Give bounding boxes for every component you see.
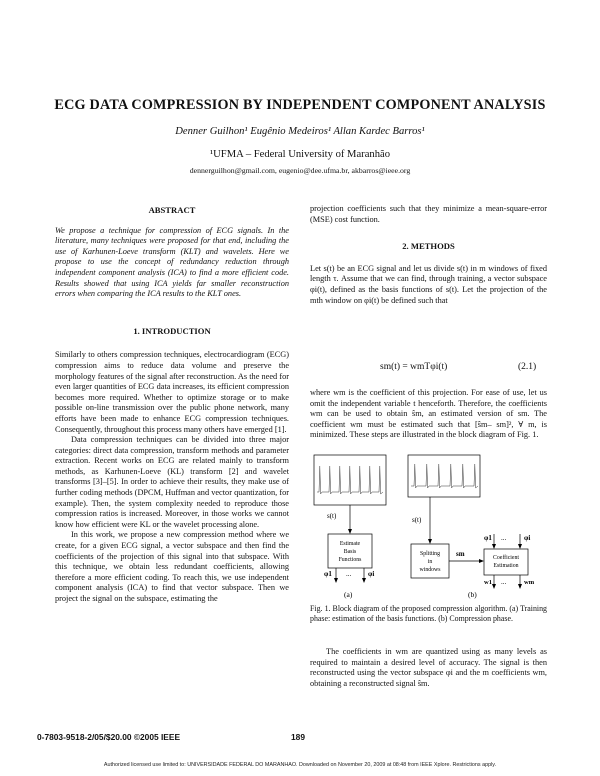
dots-b-top: ...: [501, 534, 507, 542]
dots-b-bottom: ...: [501, 578, 507, 586]
wm-label: wm: [524, 579, 535, 586]
equation-number: (2.1): [518, 362, 537, 372]
abstract-heading: ABSTRACT: [148, 205, 196, 215]
label-b: (b): [468, 590, 477, 599]
signal-label-b: s(t): [412, 516, 422, 524]
label-a: (a): [344, 590, 353, 599]
methods-paragraph-3: The coefficients in wm are quantized using as many levels as required to maintain a desired level of accuracy. The signal is then reconstructed using the vector subspace φi and the m coefficients wm, obtaining a reconstructed signal ŝm.: [310, 647, 547, 688]
phi-i-label-b: φi: [524, 534, 531, 542]
left-column: [55, 205, 289, 605]
right-column-mid: [310, 388, 547, 441]
intro-paragraph-3: In this work, we propose a new compression method where we create, for a given ECG signal, a vector subspace and then find the coefficients of the projection of this signal into that subspace. With this technique, we obtain less redundant coefficients, allowing therefore a more efficient coding. To reach this, we use independent component analysis (ICA) to find that vector subspace. Then we project the signal on the subspace, estimating the: [55, 530, 289, 603]
coefficient-box: [484, 549, 528, 575]
split-line-2: in: [427, 559, 433, 565]
coef-line-2: Estimation: [493, 563, 519, 569]
authors: Denner Guilhon¹ Eugênio Medeiros¹ Allan Kardec Barros¹: [175, 126, 425, 137]
signal-label-a: s(t): [327, 512, 337, 520]
abstract-text: We propose a technique for compression of ECG signals. In the literature, many techniques were proposed for that end, including the use of Karhunen-Loeve transform (KLT) and wavelets. Here we propose to use the concept of redundancy reduction through independent component analysis (ICA) to find a more efficient code. Results showed that using ICA yields far smaller reconstruction errors when comparing the ICA results to the KLT ones.: [55, 225, 289, 299]
methods-heading: 2. METHODS: [402, 241, 455, 252]
intro-heading: 1. INTRODUCTION: [133, 325, 211, 336]
sm-label: sm: [456, 550, 465, 558]
intro-paragraph-2: Data compression techniques can be divided into three major categories: direct data compression, transform methods and parameter extraction. Recent works on ECG are related mainly to transform methods, as Karhunen-Loeve (KL) transform [2] and wavelet transforms [3]–[5]. In order to achieve their results, they make use of further coding methods (DPCM, Huffman and vector quantization, for example). Then, the system complexity needed to reproduce those compression ratios is increased. Moreover, in those works we cannot know how efficient were KL or the wavelet processing alone.: [55, 435, 289, 529]
phi-1-label-b: φ1: [484, 534, 492, 542]
author-emails: dennerguilhon@gmail.com, eugenio@dee.ufma.br, akbarros@ieee.org: [189, 166, 411, 175]
estimate-line-2: Basis: [343, 549, 357, 555]
ecg-window-b: [408, 455, 480, 497]
split-line-1: Splitting: [420, 551, 440, 557]
dots-a: ...: [346, 570, 352, 578]
paper-title: ECG DATA COMPRESSION BY INDEPENDENT COMPONENT ANALYSIS: [54, 97, 546, 113]
phi-i-label-a: φi: [368, 570, 375, 578]
right-paragraph-0: projection coefficients such that they minimize a mean-square-error (MSE) cost function.: [310, 204, 547, 224]
isbn-footer: 0-7803-9518-2/05/$20.00 ©2005 IEEE: [37, 732, 181, 742]
phi-1-label-a: φ1: [324, 570, 332, 578]
intro-paragraph-1: Similarly to others compression techniques, electrocardiogram (ECG) compression aims to reduce data volume and preserve the morphology features of the signal after reconstruction. As the need for even larger quantities of ECG data increases, its efficient compression becomes more required. Whether to optimize storage or to make possible on-line transmission over the public phone network, many efforts have been made to enhance ECG compression techniques. Consequently, throughout this process many others have emerged [1].: [55, 350, 289, 434]
split-line-3: windows: [419, 567, 441, 573]
page-number: 189: [291, 732, 305, 742]
estimate-line-3: Functions: [338, 557, 362, 563]
license-notice: Authorized licensed use limited to: UNIVERSIDADE FEDERAL DO MARANHAO. Downloaded on November 20, 2009 at 08:48 from IEEE Xplore. Restrictions apply.: [103, 762, 497, 768]
methods-paragraph-1: Let s(t) be an ECG signal and let us divide s(t) in m windows of fixed length τ. Assume that we can find, through training, a vector subspace φi(t), defined as the basis functions of s(t). Let the projection of the mth window on φi(t) be defined such that: [310, 263, 547, 305]
w1-label: w1: [484, 579, 492, 586]
estimate-line-1: Estimate: [339, 541, 361, 547]
coef-line-1: Coefficient: [493, 555, 519, 561]
equation: sm(t) = wmTφi(t): [380, 362, 448, 372]
figure-caption: Fig. 1. Block diagram of the proposed compression algorithm. (a) Training phase: estimation of the basis functions. (b) Compression phase.: [310, 604, 547, 624]
methods-paragraph-2: where wm is the coefficient of this projection. For ease of use, let us omit the independent variable t henceforth. Therefore, the coefficients wm can be used to obtain ŝm, an estimated version of sm. The coefficient wm must be estimated such that [ŝm– sm]², ∀ m, is minimized. These steps are illustrated in the block diagram of Fig. 1.: [310, 388, 547, 440]
right-column-top: [310, 204, 547, 306]
figure-block-diagram: [308, 452, 548, 604]
affiliation: ¹UFMA – Federal University of Maranhão: [209, 149, 390, 160]
